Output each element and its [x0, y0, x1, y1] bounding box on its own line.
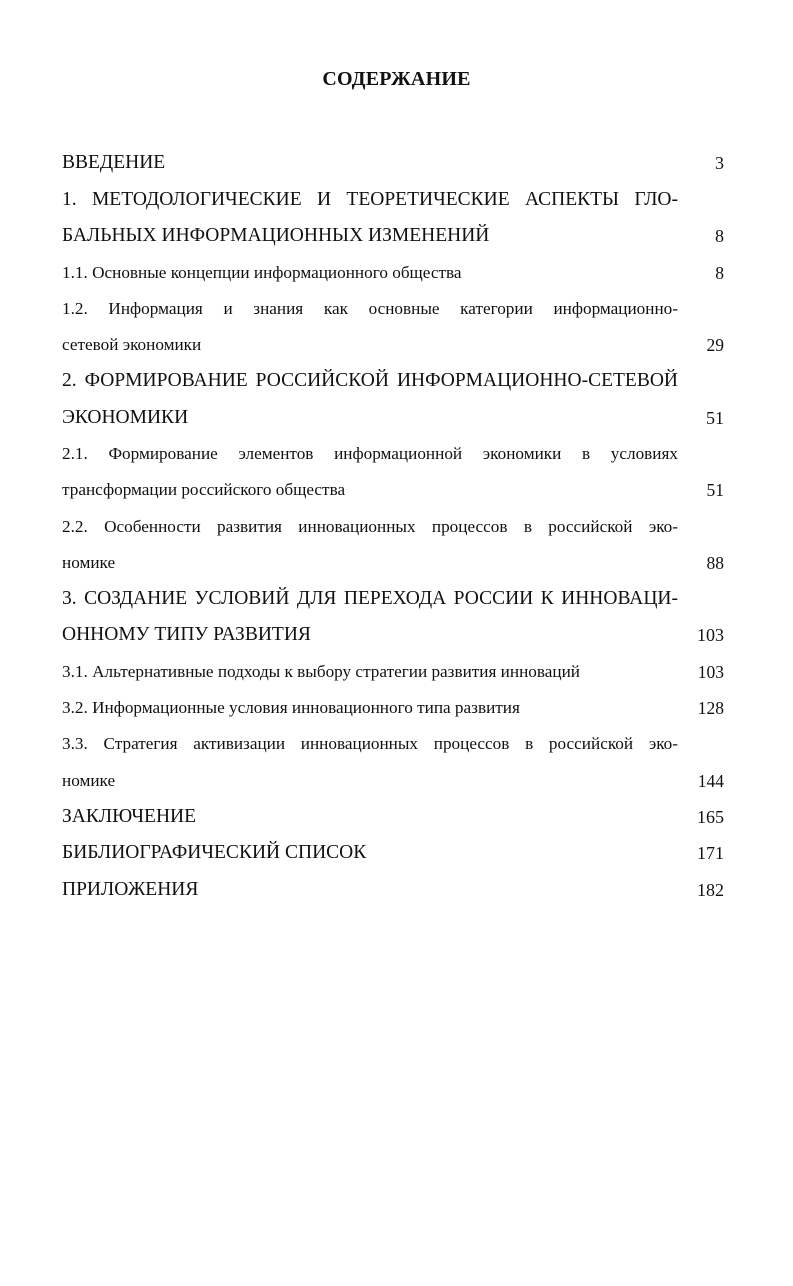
toc-page-number: 29	[706, 334, 724, 355]
toc-entry-line: 1.1. Основные концепции информационного общества	[62, 262, 462, 282]
toc-entry-title	[62, 255, 678, 291]
toc-page-number: 171	[697, 843, 724, 864]
toc-page-number: 3	[715, 153, 724, 173]
toc-page-number: 144	[697, 770, 724, 791]
toc-entry-appendix	[62, 872, 724, 909]
toc-entry-ch2	[62, 363, 724, 436]
toc-entry-line: номике	[62, 770, 116, 790]
toc-entry-line: ВВЕДЕНИЕ	[62, 152, 166, 173]
toc-entry-line: БАЛЬНЫХ ИНФОРМАЦИОННЫХ ИЗМЕНЕНИЙ	[62, 225, 490, 246]
toc-entry-line: 3.1. Альтернативные подходы к выбору стратегии развития инноваций	[62, 661, 580, 681]
toc-entry-s1-1	[62, 255, 724, 291]
toc-entry-title	[62, 509, 678, 581]
toc-entry-title	[62, 654, 678, 690]
toc-entry-line: 2.2. Особенности развития инновационных процессов в российской эко-	[62, 516, 678, 536]
toc-entry-line: 3. СОЗДАНИЕ УСЛОВИЙ ДЛЯ ПЕРЕХОДА РОССИИ К ИННОВАЦИ-	[62, 587, 678, 609]
toc-entry-line: 1. МЕТОДОЛОГИЧЕСКИЕ И ТЕОРЕТИЧЕСКИЕ АСПЕКТЫ ГЛО-	[62, 188, 678, 210]
toc-page-number: 128	[697, 698, 724, 719]
toc-entry-title	[62, 145, 678, 182]
toc-entry-line: ОННОМУ ТИПУ РАЗВИТИЯ	[62, 624, 311, 646]
toc-entry-line: ЗАКЛЮЧЕНИЕ	[62, 805, 197, 827]
toc-entry-title	[62, 799, 678, 836]
toc-entry-title	[62, 835, 678, 872]
toc-entry-line: 1.2. Информация и знания как основные категории информационно-	[62, 298, 678, 318]
toc-entry-ch1	[62, 182, 724, 255]
toc-page-number: 8	[715, 262, 724, 283]
toc-entry-title	[62, 436, 678, 508]
toc-entry-title	[62, 291, 678, 363]
toc-entry-s2-1	[62, 436, 724, 508]
toc-page-number: 103	[697, 625, 724, 646]
toc-entry-title	[62, 363, 678, 436]
toc-entry-line: 2. ФОРМИРОВАНИЕ РОССИЙСКОЙ ИНФОРМАЦИОННО-СЕТЕВОЙ	[62, 370, 678, 392]
toc-page-number: 182	[697, 879, 724, 900]
toc-entry-intro	[62, 145, 724, 182]
toc-page-number: 103	[697, 661, 724, 682]
toc-entry-bibliography	[62, 835, 724, 872]
toc-entry-line: трансформации российского общества	[62, 480, 346, 500]
toc-page-number: 51	[706, 407, 724, 428]
toc-entry-line: 2.1. Формирование элементов информационной экономики в условиях	[62, 444, 678, 464]
toc-entry-title	[62, 690, 678, 726]
toc-entry-title	[62, 182, 678, 255]
toc-entry-title	[62, 872, 678, 909]
page-title: СОДЕРЖАНИЕ	[322, 68, 471, 90]
toc-entry-line: номике	[62, 552, 116, 572]
toc-entry-line: БИБЛИОГРАФИЧЕСКИЙ СПИСОК	[62, 842, 367, 864]
toc-entry-line: 3.3. Стратегия активизации инновационных процессов в российской эко-	[62, 734, 678, 754]
toc-entry-title	[62, 726, 678, 798]
toc-entry-s3-1	[62, 654, 724, 690]
toc-entry-line: 3.2. Информационные условия инновационного типа развития	[62, 698, 520, 718]
toc-entry-s3-2	[62, 690, 724, 726]
table-of-contents	[62, 145, 724, 908]
toc-entry-s3-3	[62, 726, 724, 798]
toc-entry-ch3	[62, 581, 724, 654]
toc-page-number: 88	[706, 552, 724, 573]
toc-entry-title	[62, 581, 678, 654]
toc-page-number: 8	[715, 226, 724, 246]
toc-entry-s2-2	[62, 509, 724, 581]
toc-entry-line: сетевой экономики	[62, 334, 202, 354]
toc-entry-line: ПРИЛОЖЕНИЯ	[62, 878, 199, 900]
toc-entry-s1-2	[62, 291, 724, 363]
toc-entry-line: ЭКОНОМИКИ	[62, 406, 189, 428]
toc-entry-conclusion	[62, 799, 724, 836]
toc-page-number: 165	[697, 806, 724, 827]
toc-page-number: 51	[706, 480, 724, 501]
